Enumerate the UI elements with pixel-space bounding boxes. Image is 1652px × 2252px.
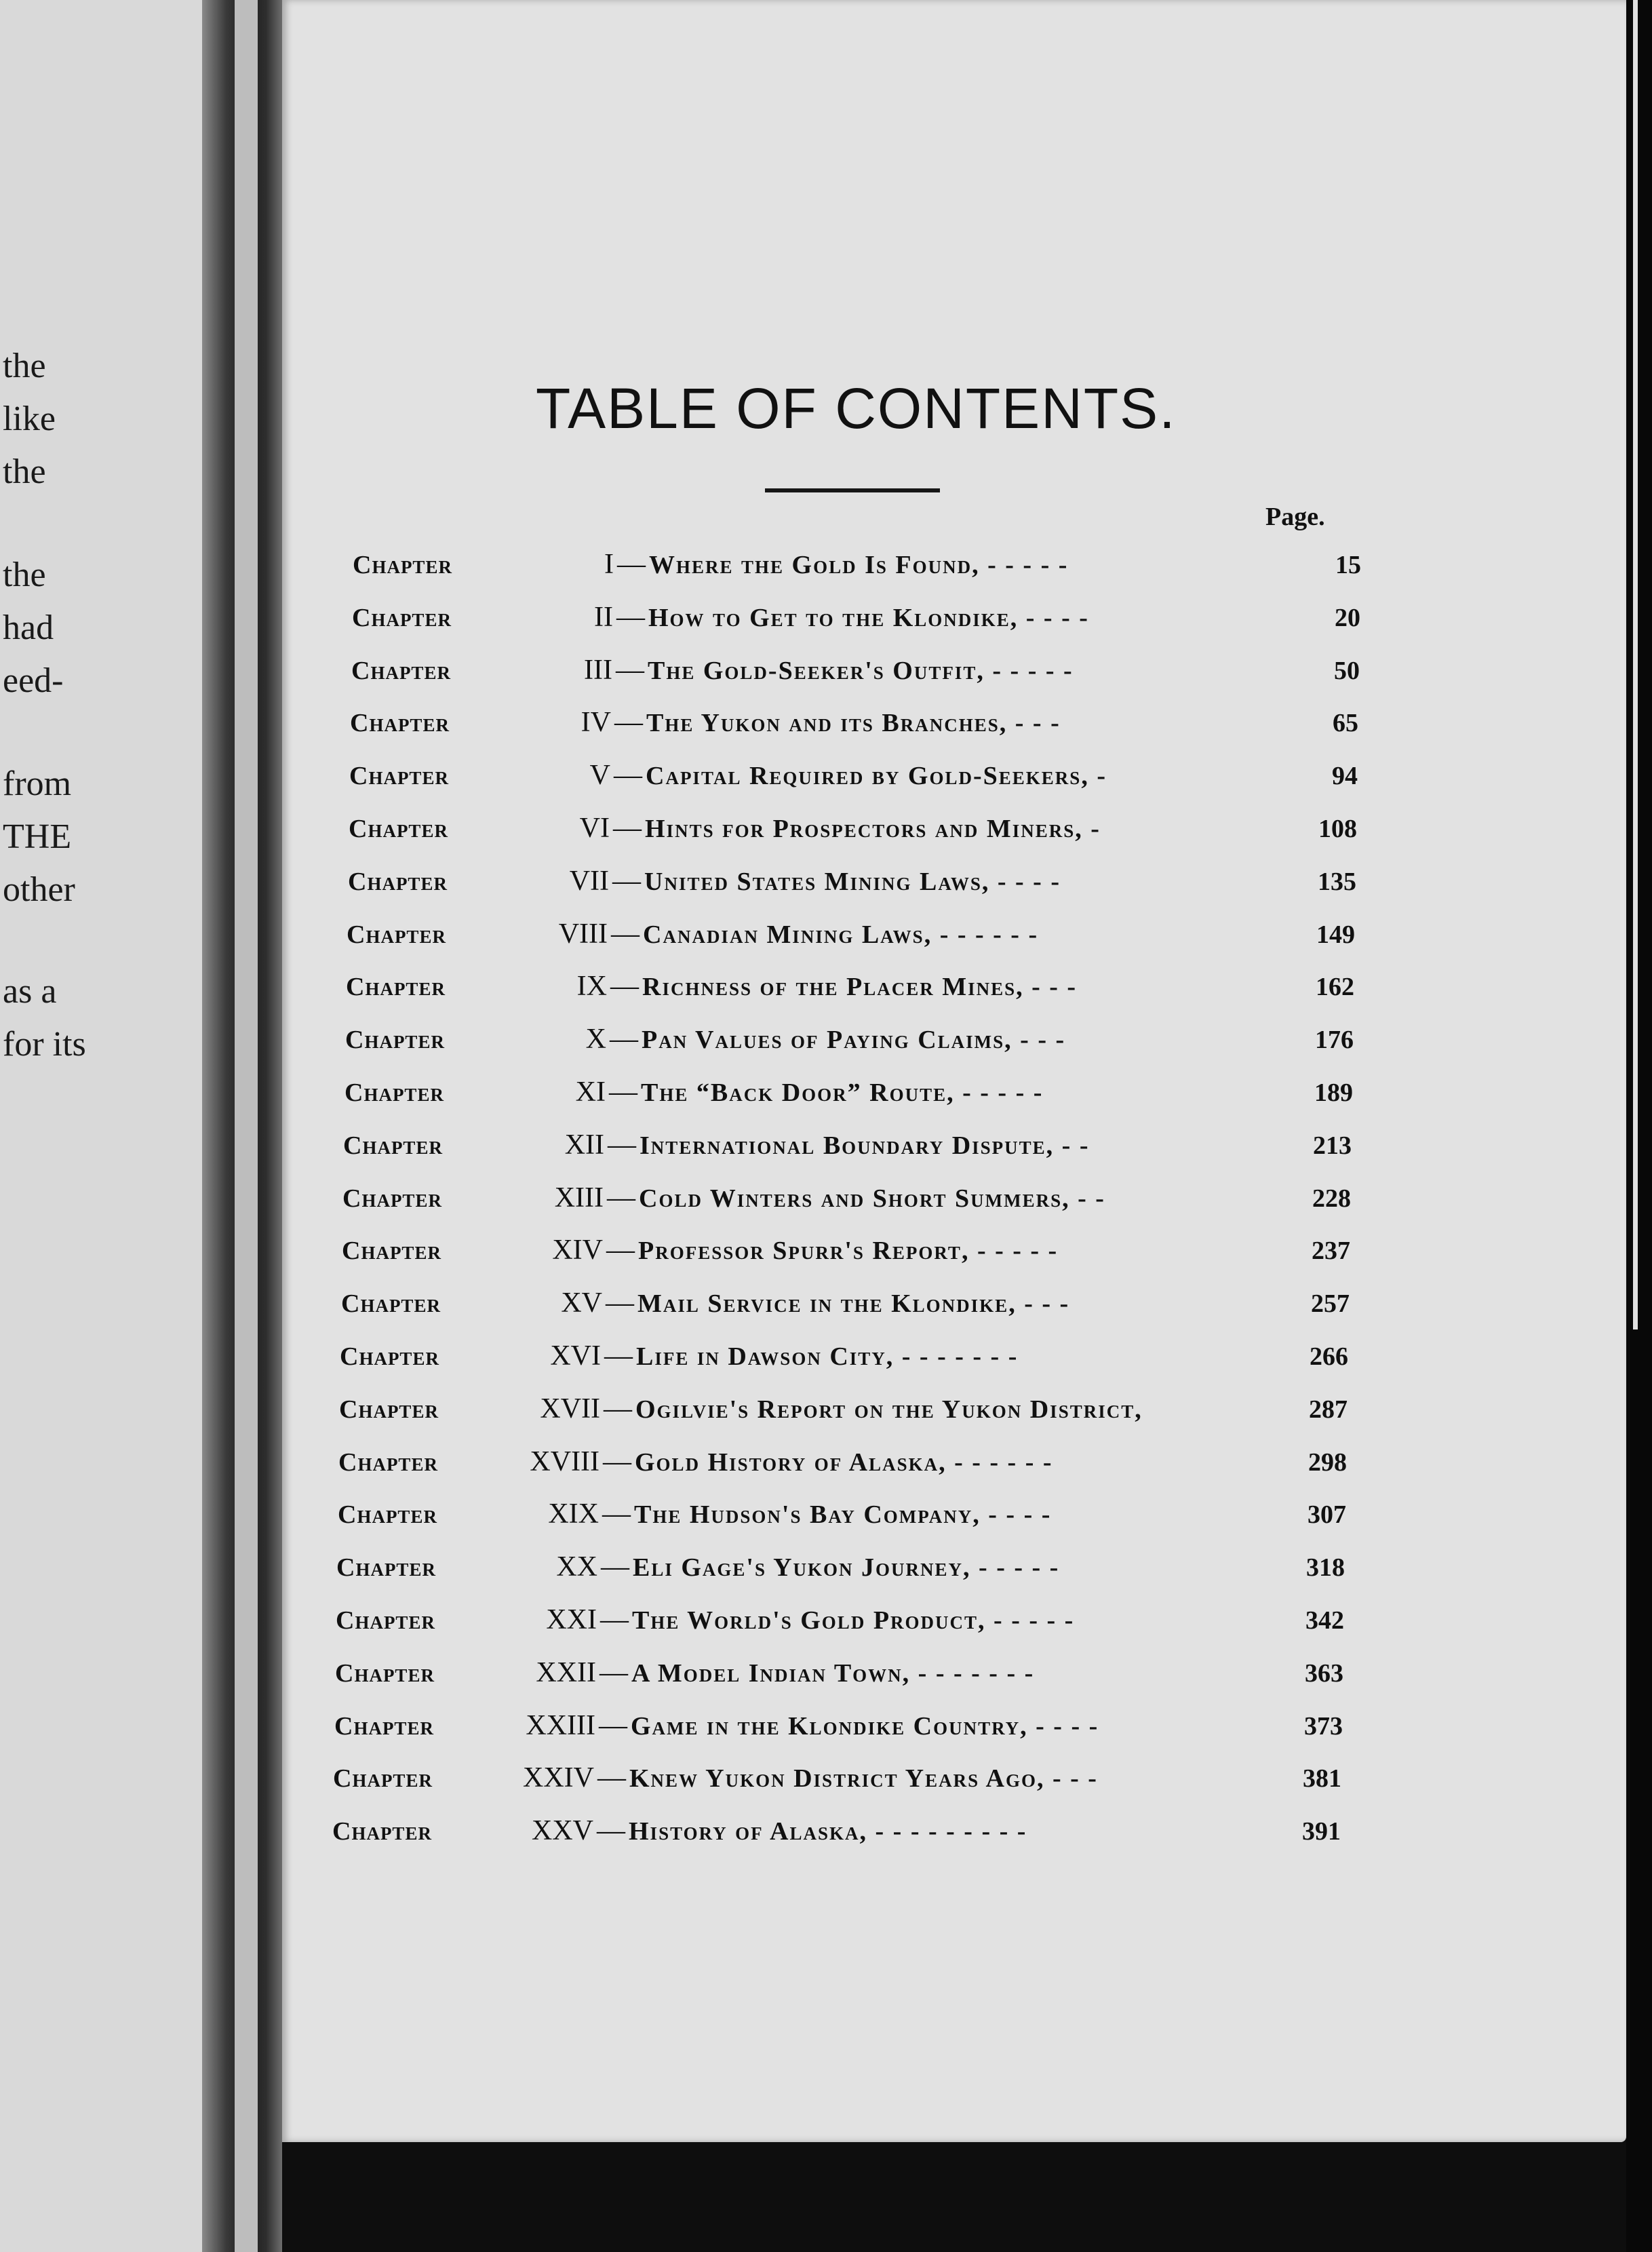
chapter-title: The Gold-Seeker's Outfit, - - - - - <box>648 657 1074 685</box>
chapter-number: XVI <box>550 1340 601 1372</box>
chapter-separator: — <box>613 813 642 844</box>
page-number: 381 <box>1303 1764 1341 1793</box>
chapter-separator: — <box>609 1076 637 1108</box>
chapter-number: XXIII <box>526 1710 595 1741</box>
toc-entry <box>332 1814 1341 1855</box>
chapter-separator: — <box>614 707 643 738</box>
toc-entry <box>341 1287 1350 1327</box>
chapter-separator: — <box>616 602 645 633</box>
chapter-separator: — <box>606 1287 634 1319</box>
chapter-title: Where the Gold Is Found, - - - - - <box>649 551 1069 579</box>
chapter-label: Chapter <box>342 1184 442 1213</box>
toc-entry <box>351 654 1360 695</box>
chapter-separator: — <box>603 1446 631 1477</box>
left-page-line: the <box>3 347 46 385</box>
page-number: 20 <box>1335 604 1360 632</box>
page-number: 266 <box>1310 1342 1348 1371</box>
chapter-title: Mail Service in the Klondike, - - - <box>637 1289 1070 1318</box>
page-number: 298 <box>1308 1448 1347 1477</box>
chapter-title: The Hudson's Bay Company, - - - - <box>634 1500 1052 1529</box>
page-number: 176 <box>1315 1026 1354 1054</box>
chapter-title: Life in Dawson City, - - - - - - - <box>636 1342 1019 1371</box>
page-number: 391 <box>1302 1817 1341 1846</box>
toc-entry <box>343 1129 1352 1169</box>
chapter-title: United States Mining Laws, - - - - <box>644 868 1061 896</box>
chapter-separator: — <box>599 1710 627 1741</box>
chapter-title: Professor Spurr's Report, - - - - - <box>638 1237 1059 1265</box>
chapter-number: VIII <box>558 918 608 950</box>
chapter-number: X <box>585 1024 606 1055</box>
page-number: 135 <box>1318 868 1356 896</box>
chapter-separator: — <box>601 1551 629 1583</box>
left-page-line: for its <box>3 1025 86 1064</box>
chapter-number: XV <box>561 1287 602 1319</box>
chapter-label: Chapter <box>338 1500 437 1529</box>
chapter-label: Chapter <box>335 1659 435 1688</box>
chapter-number: XXIV <box>523 1762 594 1793</box>
chapter-separator: — <box>597 1762 626 1793</box>
chapter-separator: — <box>610 971 639 1002</box>
chapter-separator: — <box>597 1815 625 1846</box>
left-page-line: like <box>3 400 56 438</box>
chapter-separator: — <box>608 1129 636 1161</box>
chapter-number: XIII <box>554 1182 604 1214</box>
left-page-line: had <box>3 608 54 647</box>
chapter-separator: — <box>612 866 641 897</box>
page-number: 363 <box>1305 1659 1343 1688</box>
chapter-title: Richness of the Placer Mines, - - - <box>642 973 1078 1001</box>
chapter-label: Chapter <box>332 1817 432 1846</box>
toc-entry <box>338 1498 1346 1538</box>
chapter-separator: — <box>600 1604 629 1635</box>
chapter-label: Chapter <box>340 1342 439 1371</box>
page-number: 65 <box>1333 709 1358 737</box>
chapter-number: XI <box>575 1076 606 1108</box>
page-number: 15 <box>1335 551 1361 579</box>
chapter-title: Knew Yukon District Years Ago, - - - <box>629 1764 1098 1793</box>
chapter-separator: — <box>604 1393 632 1424</box>
toc-entry <box>335 1656 1343 1697</box>
page-title: TABLE OF CONTENTS. <box>536 376 1177 440</box>
chapter-title: Canadian Mining Laws, - - - - - - <box>643 920 1039 949</box>
toc-entry <box>336 1551 1345 1591</box>
chapter-label: Chapter <box>348 868 448 896</box>
chapter-title: The World's Gold Product, - - - - - <box>632 1606 1075 1635</box>
toc-entry <box>350 706 1358 747</box>
chapter-title: Game in the Klondike Country, - - - - <box>631 1712 1099 1741</box>
page-number: 257 <box>1311 1289 1350 1318</box>
chapter-title: International Boundary Dispute, - - <box>640 1131 1090 1160</box>
chapter-number: XVII <box>540 1393 600 1424</box>
toc-entry <box>342 1182 1351 1222</box>
left-page-line: THE <box>3 817 72 856</box>
chapter-label: Chapter <box>334 1712 434 1741</box>
chapter-label: Chapter <box>349 762 449 790</box>
page-number: 213 <box>1313 1131 1352 1160</box>
chapter-separator: — <box>604 1340 633 1372</box>
toc-entry <box>349 812 1357 853</box>
chapter-title: Gold History of Alaska, - - - - - - <box>635 1448 1053 1477</box>
chapter-number: XIX <box>548 1498 599 1530</box>
chapter-number: I <box>604 549 614 580</box>
chapter-number: II <box>594 602 613 633</box>
chapter-number: III <box>584 655 612 686</box>
page-number: 287 <box>1309 1395 1348 1424</box>
chapter-separator: — <box>602 1498 631 1530</box>
chapter-title: Eli Gage's Yukon Journey, - - - - - <box>633 1553 1060 1582</box>
chapter-label: Chapter <box>336 1553 436 1582</box>
toc-entry <box>349 759 1358 800</box>
chapter-label: Chapter <box>351 657 451 685</box>
page-number: 318 <box>1306 1553 1345 1582</box>
chapter-title: The “Back Door” Route, - - - - - <box>641 1079 1044 1107</box>
page-number: 149 <box>1316 920 1355 949</box>
chapter-number: XX <box>556 1551 597 1583</box>
toc-entry <box>347 918 1355 958</box>
toc-entry <box>345 1076 1353 1117</box>
chapter-label: Chapter <box>345 1079 444 1107</box>
chapter-separator: — <box>606 1235 635 1266</box>
chapter-title: Cold Winters and Short Summers, - - <box>639 1184 1105 1213</box>
toc-entry <box>345 1023 1354 1064</box>
toc-entry <box>339 1393 1348 1433</box>
left-page-line: other <box>3 870 75 909</box>
left-page-line: eed- <box>3 661 64 700</box>
toc-entry <box>352 601 1360 642</box>
chapter-label: Chapter <box>346 973 446 1001</box>
chapter-title: Pan Values of Paying Claims, - - - <box>642 1026 1066 1054</box>
chapter-label: Chapter <box>339 1395 439 1424</box>
chapter-number: VII <box>569 866 609 897</box>
chapter-number: XXV <box>532 1815 593 1846</box>
chapter-separator: — <box>611 918 640 950</box>
chapter-separator: — <box>610 1024 638 1055</box>
chapter-label: Chapter <box>347 920 446 949</box>
chapter-label: Chapter <box>352 604 452 632</box>
chapter-label: Chapter <box>353 551 452 579</box>
chapter-label: Chapter <box>336 1606 435 1635</box>
page-number: 342 <box>1305 1606 1344 1635</box>
page-number: 373 <box>1304 1712 1343 1741</box>
left-page-line: as a <box>3 972 57 1011</box>
toc-entry <box>336 1604 1344 1644</box>
chapter-label: Chapter <box>342 1237 441 1265</box>
chapter-label: Chapter <box>338 1448 438 1477</box>
page-number: 108 <box>1318 815 1357 843</box>
chapter-separator: — <box>614 760 642 791</box>
chapter-separator: — <box>607 1182 635 1214</box>
chapter-number: XVIII <box>530 1446 599 1477</box>
chapter-number: IX <box>576 971 607 1002</box>
chapter-separator: — <box>616 655 644 686</box>
chapter-title: Capital Required by Gold-Seekers, - <box>646 762 1107 790</box>
chapter-number: XXII <box>536 1657 596 1688</box>
chapter-label: Chapter <box>341 1289 441 1318</box>
chapter-title: The Yukon and its Branches, - - - <box>646 709 1061 737</box>
chapter-number: XXI <box>546 1604 597 1635</box>
toc-entry <box>333 1762 1341 1802</box>
toc-entry <box>348 865 1356 906</box>
chapter-title: History of Alaska, - - - - - - - - - <box>629 1817 1027 1846</box>
chapter-label: Chapter <box>333 1764 433 1793</box>
page-number: 162 <box>1316 973 1354 1001</box>
toc-entry <box>353 548 1361 589</box>
chapter-number: V <box>589 760 610 791</box>
toc-entry <box>346 970 1354 1011</box>
left-page-line: the <box>3 452 46 491</box>
chapter-label: Chapter <box>345 1026 445 1054</box>
page-number: 50 <box>1334 657 1360 685</box>
left-page-line: the <box>3 556 46 594</box>
page-number: 228 <box>1312 1184 1351 1213</box>
chapter-label: Chapter <box>343 1131 443 1160</box>
left-page-line: from <box>3 764 72 803</box>
chapter-label: Chapter <box>349 815 448 843</box>
chapter-number: XIV <box>552 1235 603 1266</box>
page-number: 307 <box>1307 1500 1346 1529</box>
chapter-number: IV <box>581 707 611 738</box>
chapter-label: Chapter <box>350 709 450 737</box>
page-number: 189 <box>1314 1079 1353 1107</box>
page-column-header: Page. <box>1265 503 1325 531</box>
chapter-separator: — <box>617 549 646 580</box>
page-number: 94 <box>1332 762 1358 790</box>
chapter-title: A Model Indian Town, - - - - - - - <box>631 1659 1035 1688</box>
chapter-title: How to Get to the Klondike, - - - - <box>648 604 1089 632</box>
toc-entry <box>338 1445 1347 1486</box>
toc-entry <box>334 1709 1343 1750</box>
chapter-title: Hints for Prospectors and Miners, - <box>645 815 1101 843</box>
page-number: 237 <box>1312 1237 1350 1265</box>
chapter-number: VI <box>579 813 610 844</box>
chapter-title: Ogilvie's Report on the Yukon District, <box>635 1395 1143 1424</box>
toc-entry <box>340 1340 1348 1380</box>
chapter-number: XII <box>564 1129 604 1161</box>
chapter-separator: — <box>599 1657 628 1688</box>
toc-entry <box>342 1234 1350 1275</box>
